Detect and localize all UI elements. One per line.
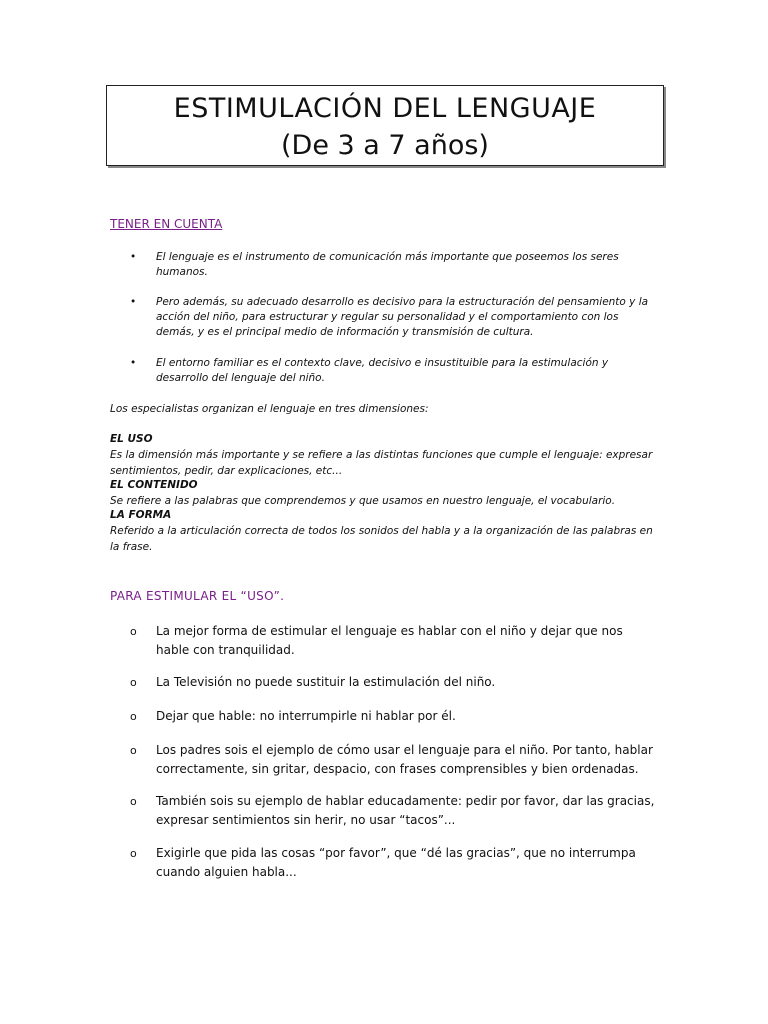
bullet-marker: o	[130, 847, 137, 860]
bullet-marker: •	[130, 357, 137, 369]
document-subtitle: (De 3 a 7 años)	[281, 130, 489, 161]
dimension-label-forma: LA FORMA	[110, 509, 172, 521]
list-item-text: Los padres sois el ejemplo de cómo usar el lenguaje para el niño. Por tanto, hablar correctamente, sin gritar, despacio, con frases comprensibles y bien ordenadas.	[156, 743, 653, 776]
list-item-text: Pero además, su adecuado desarrollo es decisivo para la estructuración del pensamiento y la acción del niño, para estructurar y regular su personalidad y el comportamiento con los demás, y es el principal medio de información y transmisión de cultura.	[156, 296, 649, 338]
section-heading-tener-en-cuenta: TENER EN CUENTA	[110, 217, 223, 231]
dimensions-intro: Los especialistas organizan el lenguaje en tres dimensiones:	[110, 403, 429, 415]
list-item-text: La mejor forma de estimular el lenguaje es hablar con el niño y dejar que nos hable con tranquilidad.	[156, 624, 623, 657]
list-item-text: Exigirle que pida las cosas “por favor”, que “dé las gracias”, que no interrumpa cuando alguien habla...	[156, 846, 636, 879]
list-item-text: El lenguaje es el instrumento de comunicación más importante que poseemos los seres humanos.	[156, 251, 619, 278]
bullet-marker: o	[130, 710, 137, 723]
dimension-text-forma: Referido a la articulación correcta de todos los sonidos del habla y a la organización de las palabras en la frase.	[110, 525, 653, 553]
dimension-label-uso: EL USO	[110, 433, 153, 445]
bullet-marker: o	[130, 744, 137, 757]
bullet-marker: •	[130, 251, 137, 263]
dimension-text-contenido: Se refiere a las palabras que comprendemos y que usamos en nuestro lenguaje, el vocabulario.	[110, 495, 616, 507]
list-item-text: El entorno familiar es el contexto clave, decisivo e insustituible para la estimulación y desarrollo del lenguaje del niño.	[156, 357, 609, 384]
dimension-label-contenido: EL CONTENIDO	[110, 479, 198, 491]
bullet-marker: o	[130, 676, 137, 689]
list-item-text: La Televisión no puede sustituir la estimulación del niño.	[156, 675, 496, 689]
list-item-text: Dejar que hable: no interrumpirle ni hablar por él.	[156, 709, 456, 723]
dimension-text-uso: Es la dimensión más importante y se refiere a las distintas funciones que cumple el lenguaje: expresar sentimientos, pedir, dar explicaciones, etc...	[110, 449, 653, 477]
section-heading-estimular-uso: PARA ESTIMULAR EL “USO”.	[110, 589, 285, 603]
list-item-text: También sois su ejemplo de hablar educadamente: pedir por favor, dar las gracias, expresar sentimientos sin herir, no usar “tacos”...	[156, 794, 655, 827]
bullet-marker: o	[130, 625, 137, 638]
bullet-marker: •	[130, 296, 137, 308]
document-title: ESTIMULACIÓN DEL LENGUAJE	[173, 93, 597, 124]
bullet-marker: o	[130, 795, 137, 808]
title-box	[106, 85, 664, 166]
